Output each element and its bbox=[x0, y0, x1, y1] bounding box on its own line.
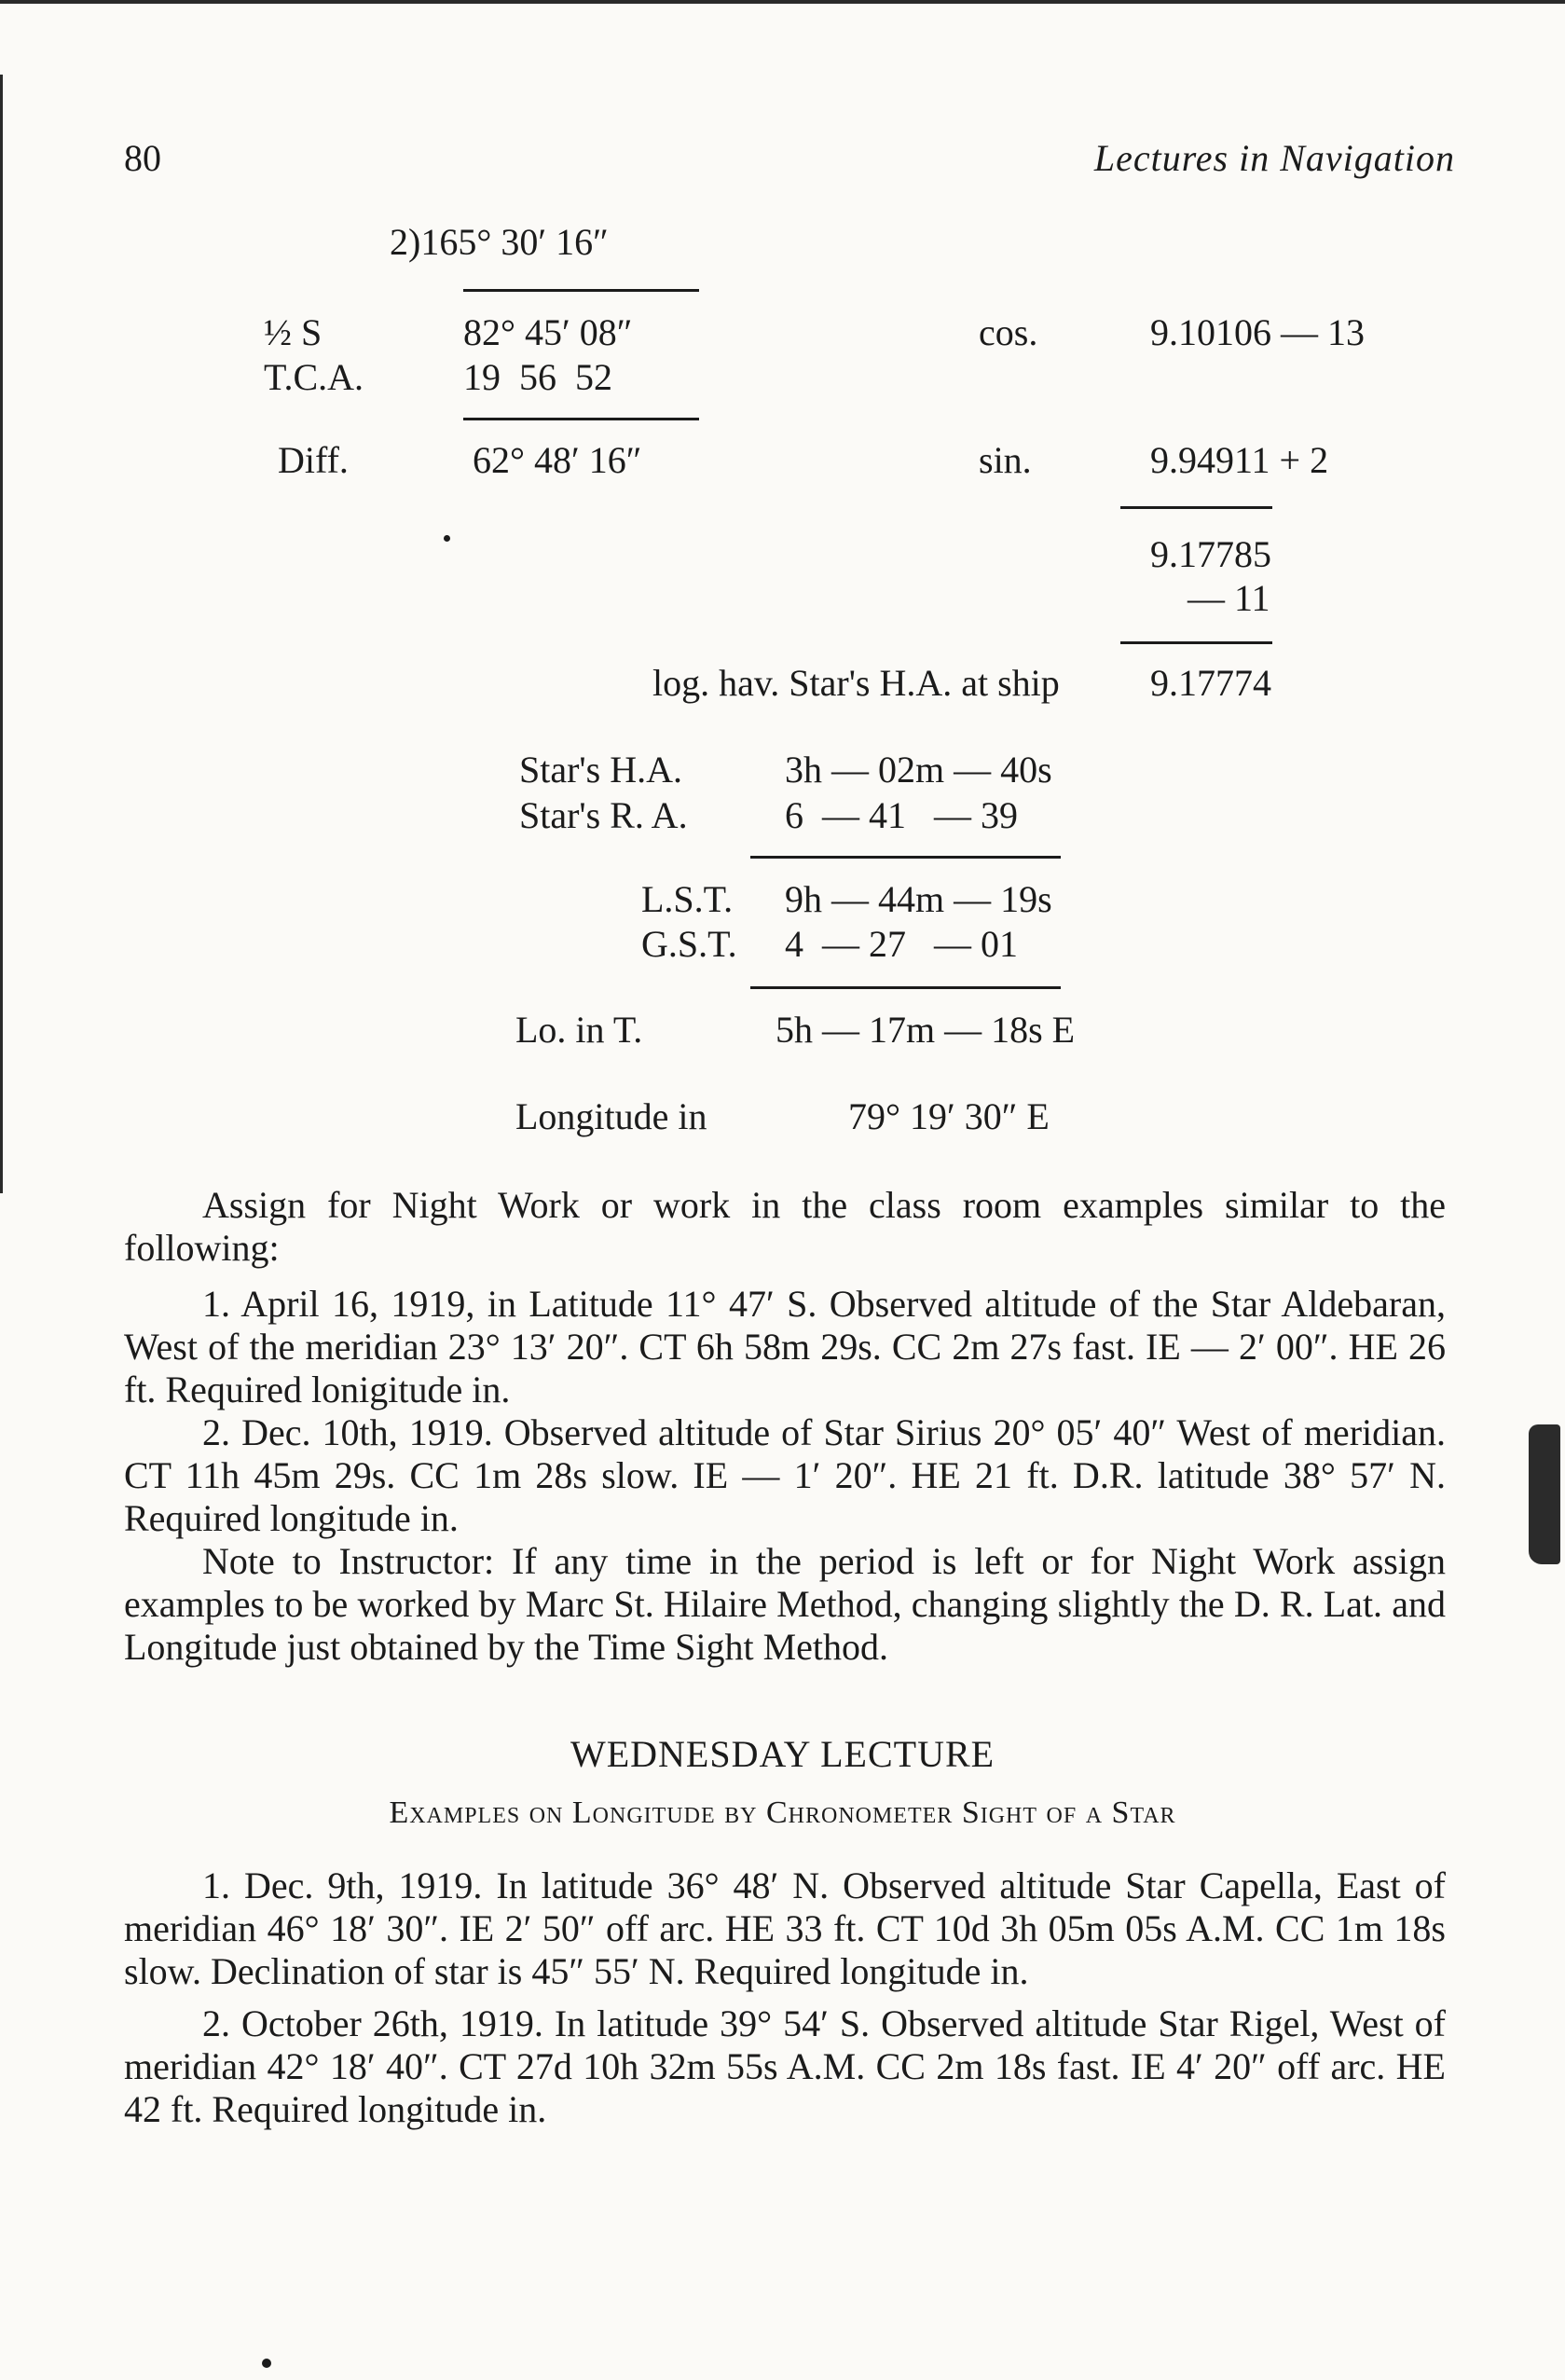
rule-4 bbox=[1120, 641, 1272, 644]
tca-value: 19 56 52 bbox=[463, 356, 612, 398]
rule-3 bbox=[1120, 506, 1272, 509]
scan-edge-left bbox=[0, 75, 3, 1193]
lecture-subheading: Examples on Longitude by Chronometer Sight of a Star bbox=[389, 1795, 1176, 1830]
sin-value: 9.94911 + 2 bbox=[1150, 439, 1329, 481]
lo-t-value: 5h — 17m — 18s E bbox=[776, 1009, 1076, 1051]
star-ra-value: 6 — 41 — 39 bbox=[785, 794, 1018, 836]
rule-2 bbox=[463, 418, 699, 420]
half-s-label: ½ S bbox=[264, 311, 323, 353]
diff-value: 62° 48′ 16″ bbox=[473, 439, 642, 481]
assignment-example-2: 2. Dec. 10th, 1919. Observed altitude of Star Sirius 20° 05′ 40″ West of meridian. CT 11h 45m 29s. CC 1m 28s slow. IE — 1′ 20″. HE 21 ft. D.R. latitude 38° 57′ N. Required longitude in. bbox=[124, 1411, 1446, 1539]
correction-value: — 11 bbox=[1187, 577, 1270, 619]
sin-label: sin. bbox=[979, 439, 1032, 481]
cos-label: cos. bbox=[979, 311, 1038, 353]
gst-label: G.S.T. bbox=[641, 923, 737, 965]
log-hav-value: 9.17774 bbox=[1150, 662, 1271, 704]
gst-value: 4 — 27 — 01 bbox=[785, 923, 1018, 965]
half-s-value: 82° 45′ 08″ bbox=[463, 311, 633, 353]
stray-dot bbox=[444, 535, 450, 542]
lo-t-label: Lo. in T. bbox=[515, 1009, 643, 1051]
rule-1 bbox=[463, 289, 699, 292]
star-ra-label: Star's R. A. bbox=[519, 794, 688, 836]
lst-label: L.S.T. bbox=[641, 878, 734, 920]
assignment-block bbox=[124, 1184, 1446, 1669]
page-number: 80 bbox=[124, 137, 161, 179]
scan-thumb-mark bbox=[1529, 1424, 1560, 1564]
tca-label: T.C.A. bbox=[264, 356, 364, 398]
assignment-example-1: 1. April 16, 1919, in Latitude 11° 47′ S. Observed altitude of the Star Aldebaran, West of the meridian 23° 13′ 20″. CT 6h 58m 29s. CC 2m 27s fast. IE — 2′ 00″. HE 26 ft. Required lonigitude in. bbox=[124, 1283, 1446, 1410]
rule-5 bbox=[750, 856, 1061, 859]
rule-6 bbox=[750, 986, 1061, 989]
lecture-example-2: 2. October 26th, 1919. In latitude 39° 54′ S. Observed altitude Star Rigel, West of meridian 42° 18′ 40″. CT 27d 10h 32m 55s A.M. CC 2m 18s fast. IE 4′ 20″ off arc. HE 42 ft. Required longitude in. bbox=[124, 2002, 1446, 2130]
assignment-intro: Assign for Night Work or work in the class room examples similar to the following: bbox=[124, 1184, 1446, 1269]
scan-edge-top bbox=[0, 0, 1565, 4]
log-hav-label: log. hav. Star's H.A. at ship bbox=[652, 662, 1060, 704]
instructor-note: Note to Instructor: If any time in the period is left or for Night Work assign examples to be worked by Marc St. Hilaire Method, changing slightly the D. R. Lat. and Longitude just obtained by the Time Sight Method. bbox=[124, 1540, 1446, 1668]
diff-label: Diff. bbox=[278, 439, 349, 481]
cos-value: 9.10106 — 13 bbox=[1150, 311, 1365, 353]
lecture-example-1: 1. Dec. 9th, 1919. In latitude 36° 48′ N. Observed altitude Star Capella, East of meridian 46° 18′ 30″. IE 2′ 50″ off arc. HE 33 ft. CT 10d 3h 05m 05s A.M. CC 1m 18s slow. Declination of star is 45″ 55′ N. Required longitude in. bbox=[124, 1864, 1446, 1992]
lst-value: 9h — 44m — 19s bbox=[785, 878, 1052, 920]
star-ha-value: 3h — 02m — 40s bbox=[785, 749, 1052, 791]
footer-dot bbox=[262, 2359, 271, 2368]
running-title: Lectures in Navigation bbox=[1093, 137, 1455, 179]
longitude-value: 79° 19′ 30″ E bbox=[848, 1095, 1050, 1137]
sum-value: 9.17785 bbox=[1150, 533, 1271, 575]
lecture-heading: WEDNESDAY LECTURE bbox=[570, 1733, 995, 1775]
lecture-examples bbox=[124, 1864, 1446, 2131]
division-line: 2)165° 30′ 16″ bbox=[390, 221, 609, 263]
longitude-label: Longitude in bbox=[515, 1095, 707, 1137]
star-ha-label: Star's H.A. bbox=[519, 749, 682, 791]
